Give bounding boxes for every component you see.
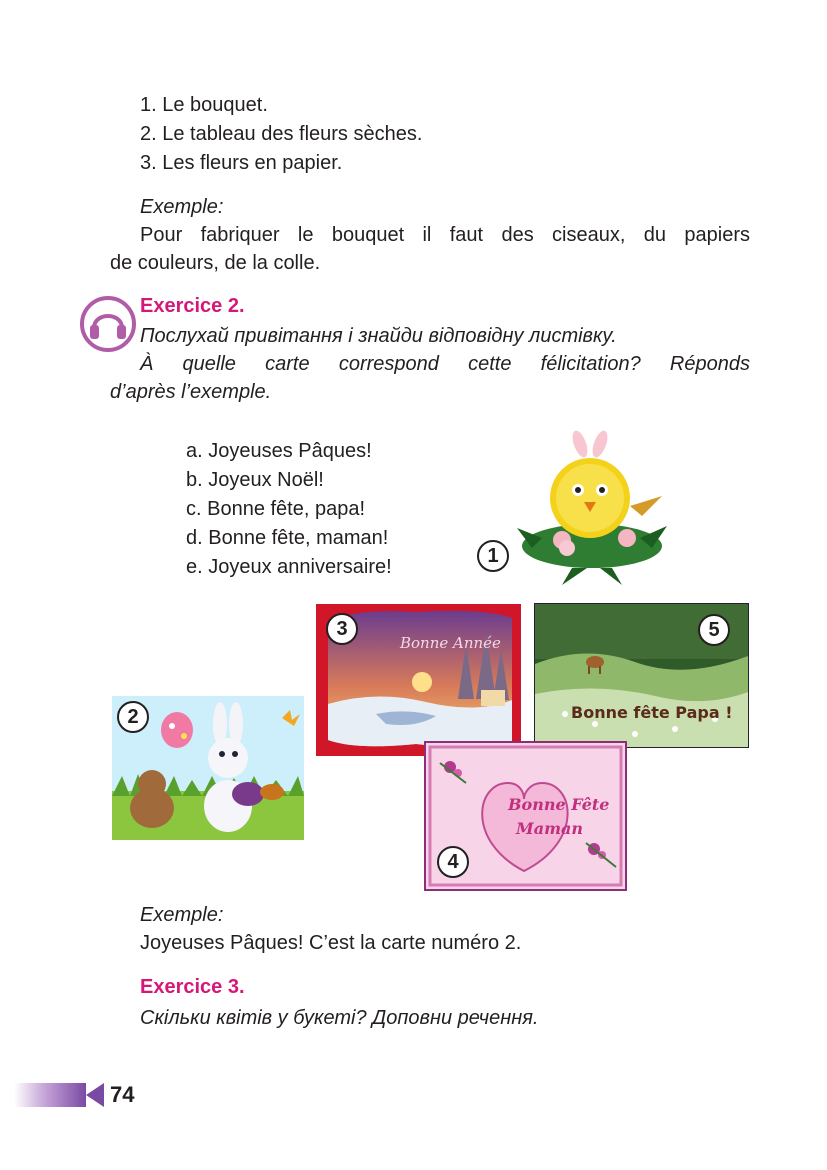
card-4-text-line-1: Bonne Fête [508,795,610,814]
page-arrow-icon [86,1083,104,1107]
exercise-3-instruction-ua: Скільки квітів у букеті? Доповни речення. [140,1007,539,1029]
card-number-badge: 1 [477,540,509,572]
materials-list [140,91,422,178]
greetings-list [186,437,392,582]
example-label: Exemple: [140,196,224,218]
list-item: 3. Les fleurs en papier. [140,152,343,174]
example-line-1: Pour fabriquer le bouquet il faut des ciseaux, du papiers [140,224,750,246]
card-3-text: Bonne Année [400,634,501,652]
card-number-badge: 2 [117,701,149,733]
list-item: 2. Le tableau des fleurs sèches. [140,123,423,145]
example-label: Exemple: [140,904,224,926]
instruction-fr-line-1: À quelle carte correspond cette félicitation? Réponds [140,353,750,375]
headphones-icon [78,296,138,352]
page-number-bar [14,1083,86,1107]
exercise-2-instruction-fr [110,350,750,406]
card-5-text: Bonne fête Papa ! [571,703,733,722]
card-1-chick-bouquet-image [512,428,670,586]
exercise-2-title: Exercice 2. [140,295,245,317]
list-item: 1. Le bouquet. [140,94,268,116]
greeting-item: a. Joyeuses Pâques! [186,440,372,462]
greeting-item: d. Bonne fête, maman! [186,527,389,549]
exercise-3-title: Exercice 3. [140,976,245,998]
card-number-badge: 4 [437,846,469,878]
greeting-item: e. Joyeux anniversaire! [186,556,392,578]
card-4-text-line-2: Maman [516,819,584,838]
example-paragraph [110,221,750,277]
exercise-2-instruction-ua: Послухай привітання і знайди відповідну листівку. [140,325,617,347]
greeting-item: b. Joyeux Noël! [186,469,324,491]
example-answer: Joyeuses Pâques! C’est la carte numéro 2. [140,932,522,954]
example-line-2: de couleurs, de la colle. [110,252,321,274]
instruction-fr-line-2: d’après l’exemple. [110,381,272,403]
greeting-item: c. Bonne fête, papa! [186,498,366,520]
card-number-badge: 3 [326,613,358,645]
page-number: 74 [110,1082,135,1107]
card-number-badge: 5 [698,614,730,646]
